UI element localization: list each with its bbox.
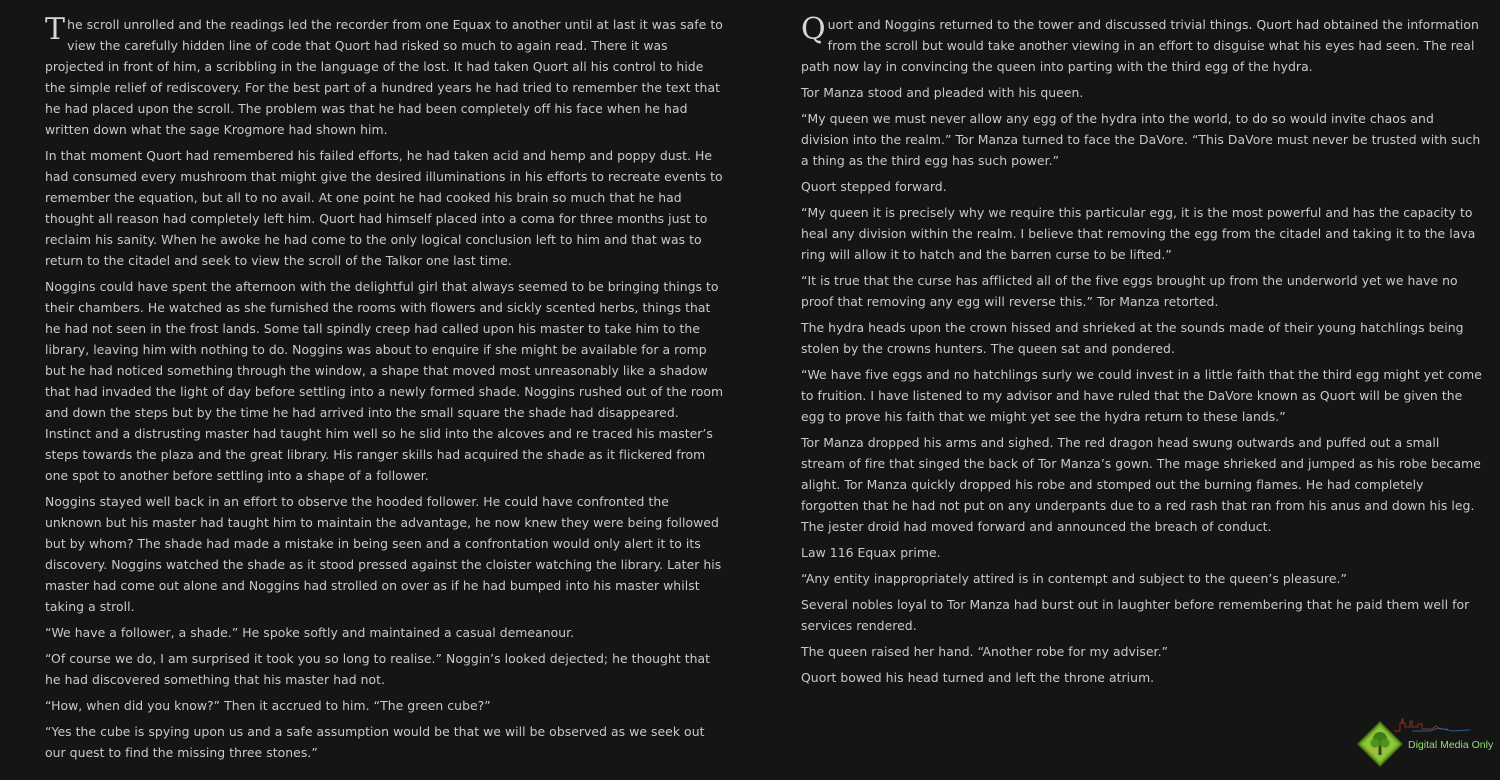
left-first-paragraph: [45, 14, 725, 140]
right-paragraph: “My queen we must never allow any egg of the hydra into the world, to do so would invite chaos and division into the realm.” Tor Manza turned to face the DaVore. “This DaVore must never be trusted with such a thing as the third egg has such power.”: [801, 111, 1481, 168]
right-paragraph: “My queen it is precisely why we require this particular egg, it is the most powerful and has the capacity to heal any division within the realm. I believe that removing the egg from the citadel and taking it to the lava ring will allow it to hatch and the barren curse to be lifted.”: [801, 205, 1476, 262]
digital-media-watermark: [1352, 715, 1492, 770]
right-paragraph: “Any entity inappropriately attired is in contempt and subject to the queen’s pleasure.”: [801, 571, 1348, 586]
right-paragraph: Quort bowed his head turned and left the throne atrium.: [801, 670, 1155, 685]
right-paragraph: Law 116 Equax prime.: [801, 545, 941, 560]
left-paragraph: “We have a follower, a shade.” He spoke softly and maintained a casual demeanour.: [45, 625, 575, 640]
dropcap-letter: Q: [801, 12, 826, 47]
right-page: [801, 14, 1483, 693]
left-page: [45, 14, 725, 768]
left-paragraph: Noggins stayed well back in an effort to observe the hooded follower. He could have confronted the unknown but his master had taught him to maintain the advantage, he now knew they were being followed but by whom? The shade had made a mistake in being seen and a confrontation would only alert it to its discovery. Noggins watched the shade as it stood pressed against the cloister watching the library. Later his master had come out alone and Noggins had strolled on over as if he had bumped into his master whilst taking a stroll.: [45, 494, 722, 614]
right-paragraph: The hydra heads upon the crown hissed and shrieked at the sounds made of their young hatchlings being stolen by the crowns hunters. The queen sat and pondered.: [801, 320, 1464, 356]
right-paragraph: The queen raised her hand. “Another robe for my adviser.”: [801, 644, 1169, 659]
left-paragraph: Noggins could have spent the afternoon with the delightful girl that always seemed to be bringing things to their chambers. He watched as she furnished the rooms with flowers and sickly scented herbs, things that he had not seen in the frost lands. Some tall spindly creep had called upon his master to take him to the library, leaving him with nothing to do. Noggins was about to enquire if she might be available for a romp but he had noticed something through the window, a shape that moved most unreasonably like a shadow that had invaded the light of day before settling into a newly formed shade. Noggins rushed out of the room and down the steps but by the time he had arrived into the small square the shade had disappeared. Instinct and a distrusting master had taught him well so he slid into the alcoves and re traced his master’s steps towards the plaza and the great library. His ranger skills had acquired the shade as it flickered from one spot to another before settling into a shape of a follower.: [45, 279, 724, 483]
left-paragraph: “Of course we do, I am surprised it took you so long to realise.” Noggin’s looked dejected; he thought that he had discovered something that his master had not.: [45, 651, 711, 687]
dropcap-letter: T: [45, 12, 66, 47]
left-paragraph: In that moment Quort had remembered his failed efforts, he had taken acid and hemp and poppy dust. He had consumed every mushroom that might give the desired illuminations in his efforts to recreate events to remember the equation, but all to no avail. At one point he had cooked his brain so much that he had thought all reason had completely left him. Quort had himself placed into a coma for three months just to reclaim his sanity. When he awoke he had come to the only logical conclusion left to him and that was to return to the citadel and seek to view the scroll of the Talkor one last time.: [45, 148, 723, 268]
right-first-paragraph-text: uort and Noggins returned to the tower and discussed trivial things. Quort had obtained the information from the scroll but would take another viewing in an effort to disguise what his eyes had seen. The real path now lay in convincing the queen into parting with the third egg of the hydra.: [801, 17, 1479, 74]
left-first-paragraph-text: he scroll unrolled and the readings led the recorder from one Equax to another until at last it was safe to view the carefully hidden line of code that Quort had risked so much to again read. There it was projected in front of him, a scribbling in the language of the lost. It had taken Quort all his control to hide the simple relief of rediscovery. For the best part of a hundred years he had tried to remember the text that he had placed upon the scroll. The problem was that he had been completely off his face when he had written down what the sage Krogmore had shown him.: [45, 17, 723, 137]
right-paragraph: “It is true that the curse has afflicted all of the five eggs brought up from the underworld yet we have no proof that removing any egg will reverse this.” Tor Manza retorted.: [801, 273, 1458, 309]
watermark-text: Digital Media Only: [1408, 739, 1494, 751]
right-paragraph: Tor Manza stood and pleaded with his queen.: [801, 85, 1084, 100]
right-paragraph: Several nobles loyal to Tor Manza had burst out in laughter before remembering that he paid them well for services rendered.: [801, 597, 1470, 633]
right-first-paragraph: [801, 14, 1483, 77]
right-paragraph: “We have five eggs and no hatchlings surly we could invest in a little faith that the third egg might yet come to fruition. I have listened to my advisor and have ruled that the DaVore known as Quort will be given the egg to prove his faith that we might yet see the hydra return to these lands.”: [801, 367, 1482, 424]
right-paragraph: Tor Manza dropped his arms and sighed. The red dragon head swung outwards and puffed out a small stream of fire that singed the back of Tor Manza’s gown. The mage shrieked and jumped as his robe became alight. Tor Manza quickly dropped his robe and stomped out the burning flames. He had completely forgotten that he had not put on any underpants due to a red rash that ran from his anus and down his leg. The jester droid had moved forward and announced the breach of conduct.: [801, 435, 1481, 534]
right-paragraph: Quort stepped forward.: [801, 179, 947, 194]
left-paragraph: “How, when did you know?” Then it accrued to him. “The green cube?”: [45, 698, 491, 713]
left-paragraph: “Yes the cube is spying upon us and a safe assumption would be that we will be observed as we seek out our quest to find the missing three stones.”: [45, 724, 705, 760]
